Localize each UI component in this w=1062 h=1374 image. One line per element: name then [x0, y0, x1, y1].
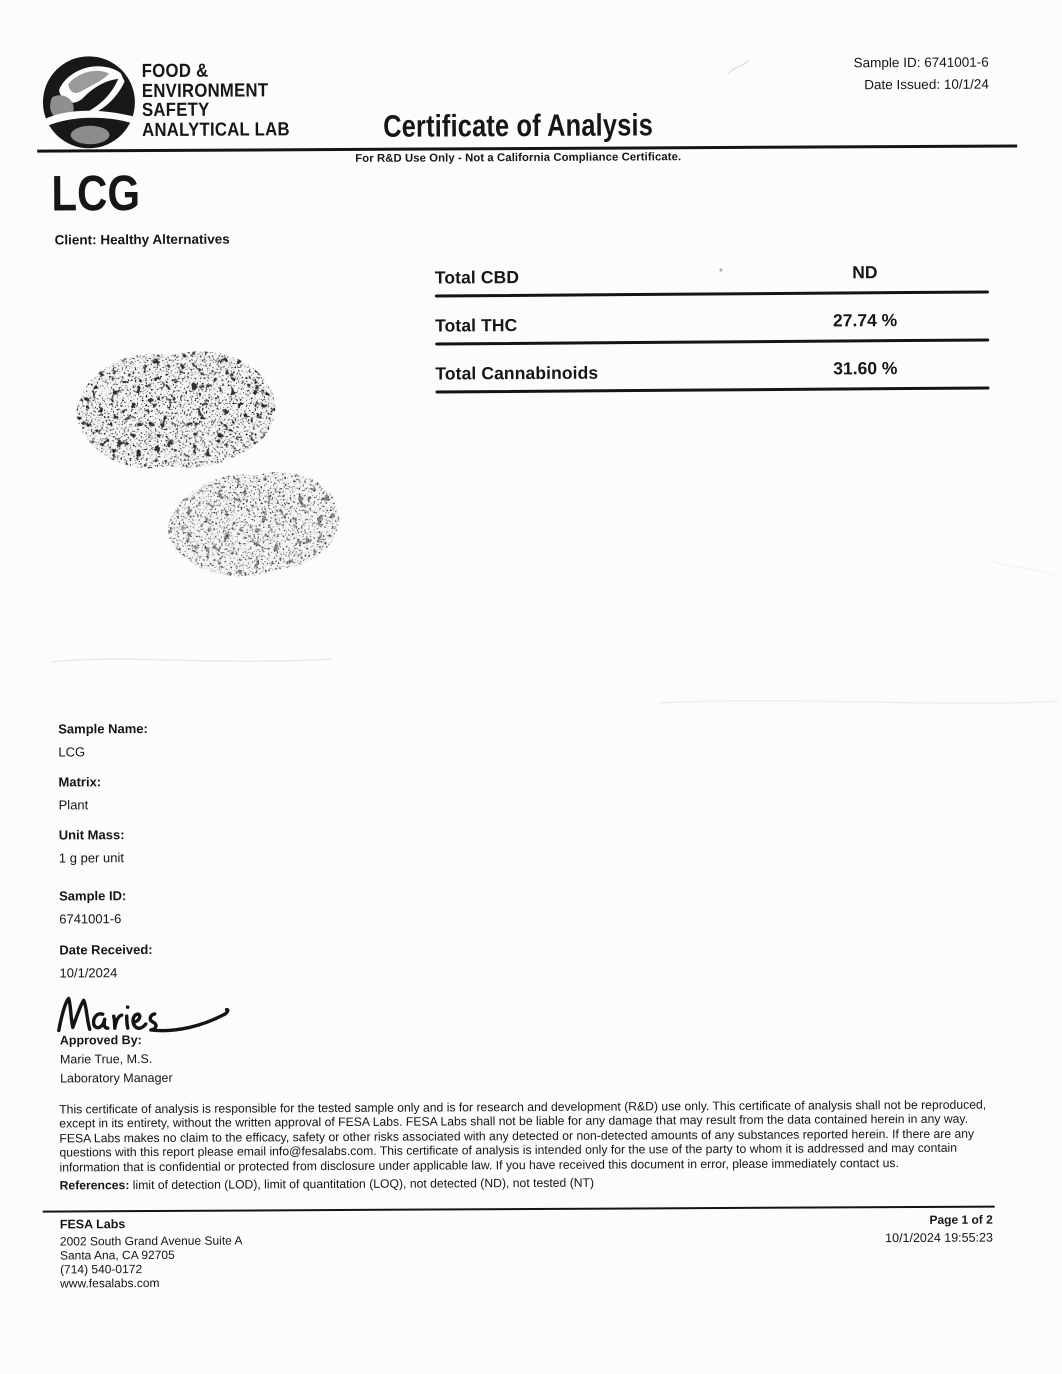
- client-line: Client: Healthy Alternatives: [54, 231, 230, 248]
- wordmark-line-2: ENVIRONMENT: [141, 79, 269, 102]
- footer-website: www.fesalabs.com: [60, 1275, 160, 1291]
- detail-value: 1 g per unit: [58, 850, 124, 866]
- summary-row-value: 27.74 %: [832, 310, 898, 331]
- date-issued-line: Date Issued: 10/1/24: [864, 76, 989, 93]
- wordmark-line-3: SAFETY: [141, 99, 210, 122]
- summary-row-divider: [435, 386, 989, 393]
- footer-address-line: (714) 540-0172: [60, 1262, 143, 1277]
- references-line: [60, 1174, 988, 1193]
- lab-wordmark: [142, 61, 290, 140]
- approver-name: Marie True, M.S.: [59, 1051, 153, 1067]
- document-title: Certificate of Analysis: [383, 107, 654, 144]
- summary-row-divider: [435, 338, 989, 345]
- summary-row-value: ND: [852, 262, 878, 283]
- references-text: limit of detection (LOD), limit of quantitation (LOQ), not detected (ND), not tested (NT): [129, 1175, 595, 1193]
- approver-title: Laboratory Manager: [60, 1070, 173, 1086]
- wordmark-line-1: FOOD &: [141, 60, 209, 83]
- references-label: References:: [59, 1178, 130, 1193]
- flower-bud-lower: [168, 472, 340, 577]
- document-subtitle: For R&D Use Only - Not a California Compliance Certificate.: [355, 151, 682, 165]
- page-number: Page 1 of 2: [929, 1212, 993, 1227]
- detail-label: Matrix:: [58, 774, 102, 790]
- summary-row-value: 31.60 %: [833, 358, 898, 379]
- summary-row-label: Total THC: [435, 315, 518, 336]
- footer-address-line: Santa Ana, CA 92705: [59, 1247, 175, 1263]
- sample-id-line: Sample ID: 6741001-6: [853, 54, 989, 71]
- detail-label: Sample ID:: [59, 888, 127, 904]
- detail-value: LCG: [58, 744, 86, 760]
- header-rule: [37, 144, 1017, 152]
- header-meta: [854, 52, 989, 97]
- detail-label: Unit Mass:: [58, 827, 125, 843]
- detail-label: Sample Name:: [58, 721, 148, 737]
- detail-value: Plant: [58, 797, 89, 813]
- summary-row-label: Total CBD: [434, 267, 520, 288]
- footer-rule: [43, 1206, 995, 1213]
- detail-value: 6741001-6: [59, 911, 122, 927]
- detail-label: Date Received:: [59, 941, 153, 958]
- summary-row-label: Total Cannabinoids: [435, 362, 599, 384]
- sample-name-heading: LCG: [51, 165, 141, 222]
- footer-address-line: 2002 South Grand Avenue Suite A: [59, 1233, 243, 1249]
- wordmark-line-4: ANALYTICAL LAB: [142, 118, 290, 141]
- flower-bud-upper: [76, 351, 275, 469]
- print-timestamp: 10/1/2024 19:55:23: [885, 1230, 993, 1246]
- fesa-globe-logo-icon: [42, 54, 137, 150]
- summary-row-divider: [435, 290, 989, 297]
- detail-value: 10/1/2024: [59, 965, 118, 981]
- footer-lab-name: FESA Labs: [59, 1217, 126, 1232]
- sample-photo: [60, 339, 396, 596]
- footer-address: [60, 1234, 243, 1291]
- approved-by-label: Approved By:: [59, 1033, 142, 1048]
- disclaimer-text: This certificate of analysis is responsible for the tested sample only and is for research and development (R&D) use only. This certificate of analysis shall not be reproduced, except in its entirety, without the written approval of FESA Labs. FESA Labs shall not be liable for any damage that may result from the data contained herein in any way. FESA Labs makes no claim to the efficacy, safety or other risks associated with any detected or non-detected amounts of any substances reported herein. If there are any questions with this report please email info@fesalabs.com. This certificate of analysis is intended only for the use of the party to whom it is addressed and may contain information that is confidential or protected from disclosure under applicable law. If you have received this document in error, please immediately contact us.: [59, 1097, 987, 1175]
